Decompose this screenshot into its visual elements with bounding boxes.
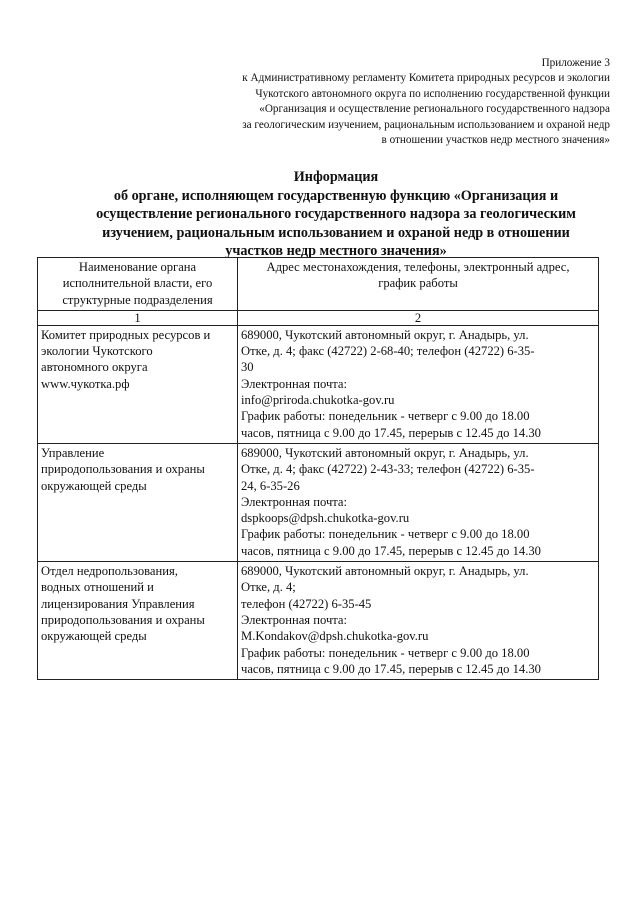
- document-title: [40, 168, 632, 261]
- schedule-line: часов, пятница с 9.00 до 17.45, перерыв с 12.45 до 14.30: [241, 425, 541, 440]
- org-website: www.чукотка.рф: [41, 376, 130, 391]
- org-name-line: Отдел недропользования,: [41, 564, 178, 579]
- column-number: 2: [238, 310, 599, 325]
- address-line: 689000, Чукотский автономный округ, г. Анадырь, ул.: [241, 564, 529, 579]
- email-label: Электронная почта:: [241, 376, 348, 391]
- title-line: изучением, рациональным использованием и охраной недр в отношении: [102, 224, 570, 241]
- org-name-line: природопользования и охраны: [41, 462, 205, 477]
- org-name-line: автономного округа: [41, 360, 148, 375]
- appendix-line: Чукотского автономного округа по исполнению государственной функции: [255, 87, 610, 100]
- email-address: dspkoops@dpsh.chukotka-gov.ru: [241, 511, 410, 526]
- org-name-cell: [38, 325, 238, 443]
- header-cell-name: [38, 258, 238, 311]
- address-line: 30: [241, 360, 254, 375]
- address-line: Отке, д. 4; факс (42722) 2-68-40; телефон (42722) 6-35-: [241, 344, 535, 359]
- appendix-line: «Организация и осуществление регионального государственного надзора: [259, 103, 610, 116]
- email-address: M.Kondakov@dpsh.chukotka-gov.ru: [241, 629, 429, 644]
- appendix-line: Приложение 3: [541, 57, 610, 69]
- title-line: Информация: [293, 169, 379, 185]
- title-line: участков недр местного значения»: [225, 243, 447, 260]
- appendix-caption: [50, 56, 610, 148]
- appendix-line: в отношении участков недр местного значения»: [381, 134, 610, 147]
- schedule-line: часов, пятница с 9.00 до 17.45, перерыв с 12.45 до 14.30: [241, 543, 541, 558]
- address-line: 689000, Чукотский автономный округ, г. Анадырь, ул.: [241, 327, 529, 342]
- org-details-cell: [238, 325, 599, 443]
- org-name-cell: [38, 443, 238, 561]
- email-label: Электронная почта:: [241, 494, 348, 509]
- header-line: Адрес местонахождения, телефоны, электронный адрес,: [266, 260, 570, 274]
- header-line: структурные подразделения: [62, 292, 213, 307]
- address-line: 689000, Чукотский автономный округ, г. Анадырь, ул.: [241, 445, 529, 460]
- appendix-line: к Административному регламенту Комитета природных ресурсов и экологии: [242, 72, 610, 85]
- table-header-row: [38, 258, 599, 311]
- column-number: 1: [38, 310, 238, 325]
- schedule-line: График работы: понедельник - четверг с 9.00 до 18.00: [241, 409, 530, 424]
- org-name-line: Управление: [41, 445, 105, 460]
- org-name-cell: [38, 562, 238, 680]
- column-number-row: [38, 310, 599, 325]
- table-row: [38, 325, 599, 443]
- address-line: Отке, д. 4;: [241, 580, 296, 595]
- title-line: осуществление регионального государственного надзора за геологическим: [96, 206, 576, 223]
- org-name-line: Комитет природных ресурсов и: [41, 327, 211, 342]
- org-name-line: природопользования и охраны: [41, 612, 205, 627]
- header-line: исполнительной власти, его: [62, 276, 213, 291]
- phone-line: телефон (42722) 6-35-45: [241, 596, 372, 611]
- org-name-line: окружающей среды: [41, 478, 147, 493]
- header-line: график работы: [378, 276, 458, 291]
- info-table: [37, 257, 599, 680]
- table-row: [38, 562, 599, 680]
- org-name-line: лицензирования Управления: [41, 596, 195, 611]
- schedule-line: График работы: понедельник - четверг с 9.00 до 18.00: [241, 645, 530, 660]
- org-details-cell: [238, 443, 599, 561]
- email-address: info@priroda.chukotka-gov.ru: [241, 393, 395, 408]
- address-line: Отке, д. 4; факс (42722) 2-43-33; телефон (42722) 6-35-: [241, 462, 535, 477]
- title-line: об органе, исполняющем государственную функцию «Организация и: [113, 187, 559, 204]
- schedule-line: часов, пятница с 9.00 до 17.45, перерыв с 12.45 до 14.30: [241, 661, 541, 676]
- org-name-line: окружающей среды: [41, 629, 147, 644]
- email-label: Электронная почта:: [241, 612, 348, 627]
- org-name-line: экологии Чукотского: [41, 344, 153, 359]
- schedule-line: График работы: понедельник - четверг с 9.00 до 18.00: [241, 527, 530, 542]
- org-details-cell: [238, 562, 599, 680]
- org-name-line: водных отношений и: [41, 580, 154, 595]
- header-cell-details: [238, 258, 599, 311]
- table-row: [38, 443, 599, 561]
- header-line: Наименование органа: [78, 260, 197, 274]
- appendix-line: за геологическим изучением, рациональным использованием и охраной недр: [242, 118, 610, 131]
- address-line: 24, 6-35-26: [241, 478, 300, 493]
